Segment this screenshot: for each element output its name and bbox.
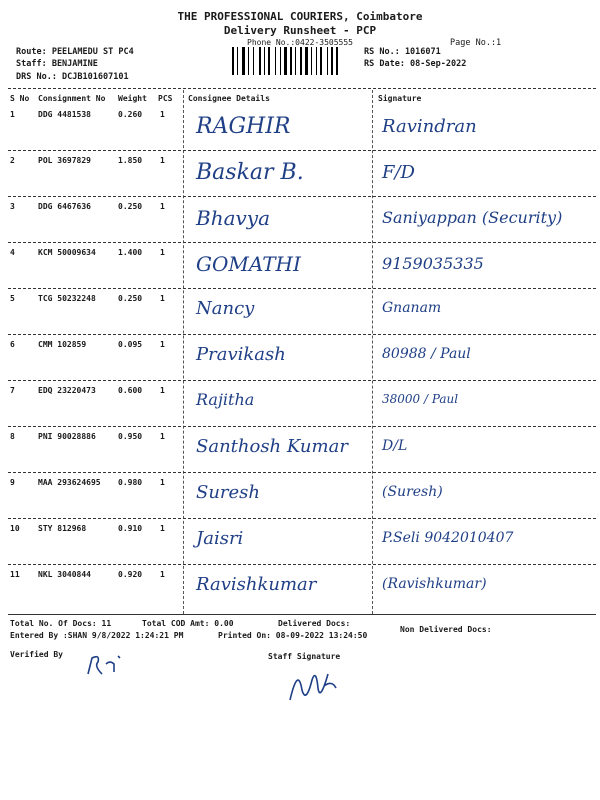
row-divider — [8, 196, 596, 197]
row-pcs: 1 — [160, 248, 165, 257]
document-title: Delivery Runsheet - PCP — [223, 24, 377, 37]
entered-by: Entered By :SHAN 9/8/2022 1:24:21 PM — [10, 631, 184, 640]
row-pcs: 1 — [160, 110, 165, 119]
column-header-consignee: Consignee Details — [188, 94, 270, 103]
row-sno: 6 — [10, 340, 15, 349]
row-consignee-handwriting: Jaisri — [196, 528, 244, 549]
row-sno: 4 — [10, 248, 15, 257]
barcode-bar — [336, 47, 338, 75]
row-signature-handwriting: P.Seli 9042010407 — [382, 530, 514, 546]
row-divider — [8, 242, 596, 243]
total-docs: Total No. Of Docs: 11 — [10, 619, 112, 628]
barcode-bar — [268, 47, 270, 75]
row-consignee-handwriting: Baskar B. — [196, 160, 304, 185]
row-consignment-no: KCM 50009634 — [38, 248, 96, 257]
rs-date: RS Date: 08-Sep-2022 — [364, 59, 467, 69]
staff: Staff: BENJAMINE — [16, 59, 98, 69]
drs-number: DRS No.: DCJB101607101 — [16, 72, 129, 82]
column-divider — [183, 90, 184, 614]
row-weight: 0.950 — [118, 432, 143, 441]
verifier-signature-mark — [84, 652, 134, 678]
column-divider — [372, 90, 373, 614]
row-weight: 0.600 — [118, 386, 143, 395]
row-consignment-no: POL 3697829 — [38, 156, 91, 165]
column-header-signature: Signature — [378, 94, 422, 103]
route: Route: PEELAMEDU ST PC4 — [16, 47, 134, 57]
row-consignee-handwriting: Ravishkumar — [196, 574, 317, 595]
staff-signature-mark — [284, 660, 344, 706]
row-divider — [8, 518, 596, 519]
row-consignee-handwriting: Nancy — [196, 298, 255, 319]
row-sno: 11 — [10, 570, 20, 579]
row-signature-handwriting: 38000 / Paul — [382, 392, 459, 406]
row-pcs: 1 — [160, 340, 165, 349]
row-divider — [8, 564, 596, 565]
row-signature-handwriting: Gnanam — [382, 300, 442, 316]
barcode-bar — [300, 47, 302, 75]
row-sno: 7 — [10, 386, 15, 395]
row-divider — [8, 334, 596, 335]
row-signature-handwriting: (Ravishkumar) — [382, 576, 487, 592]
company-title: THE PROFESSIONAL COURIERS, Coimbatore — [177, 10, 423, 23]
row-weight: 0.250 — [118, 202, 143, 211]
row-consignment-no: STY 812968 — [38, 524, 87, 533]
row-signature-handwriting: (Suresh) — [382, 484, 443, 500]
row-weight: 0.250 — [118, 294, 143, 303]
row-pcs: 1 — [160, 524, 165, 533]
row-weight: 0.910 — [118, 524, 143, 533]
row-pcs: 1 — [160, 156, 165, 165]
row-consignment-no: DDG 6467636 — [38, 202, 91, 211]
column-header-pcs: PCS — [158, 94, 173, 103]
barcode-bar — [248, 47, 249, 75]
page-number: Page No.:1 — [450, 38, 502, 48]
row-signature-handwriting: D/L — [382, 438, 408, 454]
row-signature-handwriting: F/D — [382, 162, 415, 183]
divider — [8, 88, 596, 89]
row-divider — [8, 150, 596, 151]
staff-signature-label: Staff Signature — [268, 652, 341, 661]
row-sno: 3 — [10, 202, 15, 211]
row-consignee-handwriting: Suresh — [196, 482, 261, 503]
row-divider — [8, 288, 596, 289]
row-weight: 1.400 — [118, 248, 143, 257]
non-delivered-docs: Non Delivered Docs: — [400, 625, 492, 634]
row-sno: 9 — [10, 478, 15, 487]
row-consignee-handwriting: GOMATHI — [196, 252, 301, 276]
printed-on: Printed On: 08-09-2022 13:24:50 — [218, 631, 368, 640]
row-pcs: 1 — [160, 294, 165, 303]
barcode-bar — [242, 47, 245, 75]
row-consignee-handwriting: RAGHIR — [196, 114, 291, 139]
row-weight: 0.980 — [118, 478, 143, 487]
row-consignment-no: NKL 3040844 — [38, 570, 91, 579]
row-consignee-handwriting: Pravikash — [196, 344, 286, 365]
row-pcs: 1 — [160, 386, 165, 395]
row-consignee-handwriting: Bhavya — [196, 206, 271, 230]
barcode-bar — [331, 47, 333, 75]
row-weight: 0.260 — [118, 110, 143, 119]
column-header-consignment: Consignment No — [38, 94, 106, 103]
barcode-bar — [275, 47, 276, 75]
barcode-bar — [290, 47, 292, 75]
row-weight: 0.920 — [118, 570, 143, 579]
row-weight: 1.850 — [118, 156, 143, 165]
row-consignee-handwriting: Santhosh Kumar — [196, 436, 348, 457]
verified-by-label: Verified By — [10, 650, 63, 659]
column-header-sno: S No — [10, 94, 30, 103]
barcode-bar — [311, 47, 312, 75]
barcode-bar — [253, 47, 254, 75]
barcode-bar — [259, 47, 261, 75]
row-consignment-no: TCG 50232248 — [38, 294, 96, 303]
row-divider — [8, 380, 596, 381]
row-signature-handwriting: 9159035335 — [382, 254, 484, 273]
row-divider — [8, 426, 596, 427]
barcode-bar — [232, 47, 234, 75]
barcode-bar — [264, 47, 265, 75]
delivered-docs: Delivered Docs: — [278, 619, 351, 628]
column-header-weight: Weight — [118, 94, 147, 103]
row-pcs: 1 — [160, 432, 165, 441]
row-sno: 10 — [10, 524, 20, 533]
phone-number: Phone No.:0422-3505555 — [247, 38, 353, 47]
barcode-bar — [305, 47, 308, 75]
row-consignment-no: MAA 293624695 — [38, 478, 101, 487]
row-consignment-no: DDG 4481538 — [38, 110, 91, 119]
barcode-image — [232, 47, 354, 75]
barcode-bar — [295, 47, 296, 75]
barcode-bar — [327, 47, 328, 75]
divider — [8, 614, 596, 615]
row-sno: 8 — [10, 432, 15, 441]
row-signature-handwriting: 80988 / Paul — [382, 346, 471, 362]
row-consignee-handwriting: Rajitha — [196, 390, 255, 409]
row-consignment-no: EDQ 23220473 — [38, 386, 96, 395]
barcode-bar — [284, 47, 287, 75]
row-pcs: 1 — [160, 478, 165, 487]
rs-number: RS No.: 1016071 — [364, 47, 441, 57]
barcode-bar — [280, 47, 281, 75]
row-sno: 1 — [10, 110, 15, 119]
barcode-bar — [316, 47, 317, 75]
row-divider — [8, 472, 596, 473]
barcode-bar — [320, 47, 322, 75]
row-consignment-no: PNI 90028886 — [38, 432, 96, 441]
row-signature-handwriting: Saniyappan (Security) — [382, 208, 563, 227]
barcode-bar — [237, 47, 238, 75]
total-cod-amount: Total COD Amt: 0.00 — [142, 619, 234, 628]
row-pcs: 1 — [160, 570, 165, 579]
row-sno: 2 — [10, 156, 15, 165]
row-consignment-no: CMM 102859 — [38, 340, 87, 349]
row-signature-handwriting: Ravindran — [382, 116, 477, 137]
row-sno: 5 — [10, 294, 15, 303]
row-weight: 0.095 — [118, 340, 143, 349]
row-pcs: 1 — [160, 202, 165, 211]
